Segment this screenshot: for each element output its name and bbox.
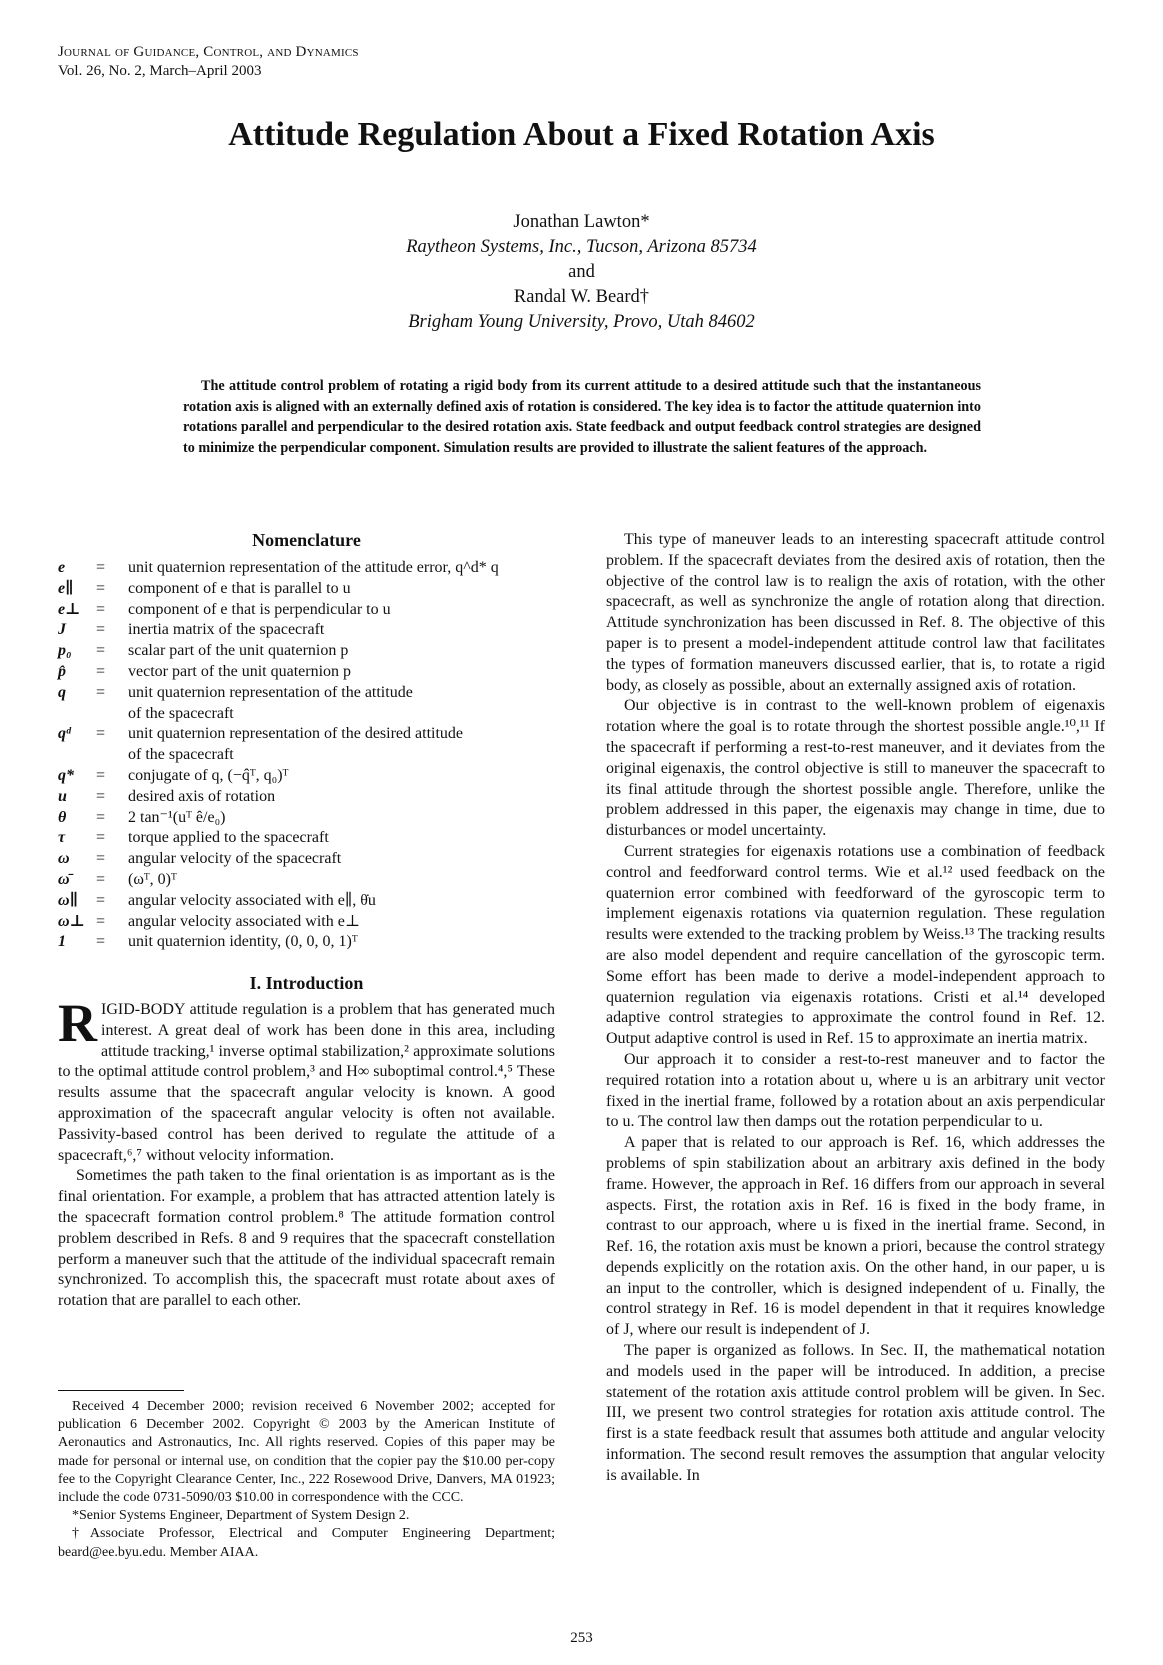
nomenclature-symbol <box>58 704 96 725</box>
intro-paragraph: RIGID-BODY attitude regulation is a problem that has generated much interest. A great deal of work has been done in this area, including attitude tracking,¹ inverse optimal stabilization,² approximate solutions to the optimal attitude control problem,³ and H∞ suboptimal control.⁴,⁵ These results assume that the spacecraft angular velocity is known. A good approximation of the spacecraft angular velocity is often not available. Passivity-based control has been derived to regulate the attitude of a spacecraft,⁶,⁷ without velocity information. <box>58 993 555 1164</box>
nomenclature-symbol: q* <box>58 766 74 784</box>
equals-sign: = <box>96 870 106 888</box>
equals-sign: = <box>96 642 106 660</box>
nomenclature-definition: component of e that is parallel to u <box>128 579 351 597</box>
nomenclature-definition: of the spacecraft <box>128 746 234 764</box>
nomenclature-definition: 2 tan⁻¹(uᵀ ê/e₀) <box>128 808 226 826</box>
footnote: *Senior Systems Engineer, Department of System Design 2. <box>72 1508 410 1524</box>
equals-sign: = <box>96 933 106 951</box>
nomenclature-entry <box>58 745 558 766</box>
nomenclature-entry <box>58 808 558 829</box>
nomenclature-definition: (ωᵀ, 0)ᵀ <box>128 870 177 888</box>
nomenclature-entry <box>58 662 558 683</box>
nomenclature-symbol: J <box>58 621 66 639</box>
equals-sign: = <box>96 787 106 805</box>
nomenclature-definition: unit quaternion identity, (0, 0, 0, 1)ᵀ <box>128 933 358 951</box>
footnote: †Associate Professor, Electrical and Computer Engineering Department; beard@ee.byu.edu. Member AIAA. <box>58 1526 555 1560</box>
equals-sign: = <box>96 766 106 784</box>
nomenclature-entry <box>58 849 558 870</box>
nomenclature-symbol: e <box>58 559 66 576</box>
journal-header <box>58 43 359 81</box>
equals-sign: = <box>96 600 106 618</box>
equals-sign: = <box>96 662 106 680</box>
body-paragraph: This type of maneuver leads to an interesting spacecraft attitude control problem. If the spacecraft deviates from the desired axis of rotation, then the objective of the control law is to realign the axis of rotation, with the other spacecraft, as well as synchronize the angle of rotation along that direction. Attitude synchronization has been discussed in Ref. 8. The objective of this paper is to present a model-independent attitude control law that facilitates the types of formation maneuvers discussed earlier, that is, to rotate a rigid body, as closely as possible, about an externally assigned axis of rotation. <box>606 531 1105 694</box>
nomenclature-entry <box>58 912 558 933</box>
nomenclature-symbol: e∥ <box>58 579 74 597</box>
nomenclature-entry <box>58 787 558 808</box>
nomenclature-entry <box>58 620 558 641</box>
body-paragraph: Our objective is in contrast to the well-known problem of eigenaxis rotation where the goal is to rotate through the shortest possible angle.¹⁰,¹¹ If the spacecraft if performing a rest-to-rest maneuver, and it deviates from the original eigenaxis, the control objective is still to maneuver the spacecraft to its final attitude through the shortest possible angle. Therefore, unlike the problem addressed in this paper, the eigenaxis may change in time, due to disturbances or model uncertainty. <box>606 697 1105 840</box>
paper-title: Attitude Regulation About a Fixed Rotation Axis <box>228 116 935 153</box>
abstract: The attitude control problem of rotating a rigid body from its current attitude to a desired attitude such that the instantaneous rotation axis is aligned with an externally defined axis of rotation is considered. The key idea is to factor the attitude quaternion into rotations parallel and perpendicular to the desired rotation axis. State feedback and output feedback control strategies are designed to minimize the perpendicular component. Simulation results are provided to illustrate the salient features of the approach. <box>183 378 981 456</box>
page-number: 253 <box>570 1630 593 1646</box>
nomenclature-symbol: ω <box>58 850 70 868</box>
nomenclature-definition: of the spacecraft <box>128 704 234 722</box>
equals-sign: = <box>96 683 106 701</box>
nomenclature-definition: angular velocity of the spacecraft <box>128 850 342 868</box>
nomenclature-symbol: 1 <box>58 933 66 951</box>
right-column-text <box>606 530 1105 1487</box>
footnote-rule <box>58 1390 184 1391</box>
nomenclature-definition: conjugate of q, (−q̂ᵀ, q₀)ᵀ <box>128 766 289 784</box>
equals-sign <box>96 704 128 725</box>
equals-sign: = <box>96 621 106 639</box>
journal-volume: Vol. 26, No. 2, March–April 2003 <box>58 63 262 79</box>
nomenclature-heading: Nomenclature <box>252 530 361 550</box>
equals-sign: = <box>96 559 106 576</box>
nomenclature-definition: unit quaternion representation of the attitude error, q^d* q <box>128 559 499 576</box>
nomenclature-definition: vector part of the unit quaternion p <box>128 662 352 680</box>
nomenclature-definition: unit quaternion representation of the attitude <box>128 683 413 701</box>
nomenclature-entry <box>58 932 558 953</box>
nomenclature-definition: inertia matrix of the spacecraft <box>128 621 325 639</box>
equals-sign: = <box>96 808 106 826</box>
nomenclature-entry <box>58 558 558 579</box>
author-name: Jonathan Lawton* <box>513 212 650 232</box>
nomenclature-definition: angular velocity associated with e⊥ <box>128 912 360 930</box>
nomenclature-symbol: q <box>58 683 66 701</box>
drop-cap: R <box>58 993 97 1053</box>
nomenclature-symbol: ω∥ <box>58 891 79 909</box>
introduction-body <box>58 993 555 1312</box>
nomenclature-symbol: u <box>58 787 67 805</box>
nomenclature-symbol: θ <box>58 808 67 826</box>
nomenclature-definition: torque applied to the spacecraft <box>128 829 329 847</box>
nomenclature-entry <box>58 600 558 621</box>
equals-sign: = <box>96 891 106 909</box>
equals-sign: = <box>96 725 106 743</box>
nomenclature-entry <box>58 766 558 787</box>
author-separator: and <box>568 262 595 282</box>
intro-paragraph: Sometimes the path taken to the final orientation is as important as is the final orientation. For example, a problem that has attracted attention lately is the spacecraft formation control problem.⁸ The attitude formation control problem described in Refs. 8 and 9 requires that the spacecraft constellation perform a maneuver such that the attitude of the individual spacecraft remain synchronized. To accomplish this, the spacecraft must rotate about axes of rotation that are parallel to each other. <box>58 1167 555 1310</box>
author-affiliation: Brigham Young University, Provo, Utah 84602 <box>408 312 755 332</box>
equals-sign: = <box>96 829 106 847</box>
author-name: Randal W. Beard† <box>513 287 650 307</box>
nomenclature-entry <box>58 828 558 849</box>
journal-name: Journal of Guidance, Control, and Dynamics <box>58 44 359 60</box>
nomenclature-symbol: τ <box>58 829 66 847</box>
nomenclature-symbol: p₀ <box>58 642 72 660</box>
equals-sign: = <box>96 912 106 930</box>
author-block <box>0 210 1163 335</box>
footnote: Received 4 December 2000; revision received 6 November 2002; accepted for publication 6 December 2002. Copyright © 2003 by the American Institute of Aeronautics and Astronautics, Inc. All rights reserved. Copies of this paper may be made for personal or internal use, on condition that the copier pay the $10.00 per-copy fee to the Copyright Clearance Center, Inc., 222 Rosewood Drive, Danvers, MA 01923; include the code 0731-5090/03 $10.00 in correspondence with the CCC. <box>58 1399 555 1506</box>
body-paragraph: Our approach it to consider a rest-to-rest maneuver and to factor the required rotation into a rotation about u, where u is an arbitrary unit vector fixed in the inertial frame, followed by a rotation about an axis perpendicular to u. The control law then damps out the rotation perpendicular to u. <box>606 1050 1105 1131</box>
equals-sign <box>96 745 128 766</box>
nomenclature-symbol: ω̄ <box>58 870 70 888</box>
nomenclature-entry <box>58 704 558 725</box>
nomenclature-definition: angular velocity associated with e∥, θ̇u <box>128 891 376 909</box>
nomenclature-entry <box>58 683 558 704</box>
equals-sign: = <box>96 579 106 597</box>
nomenclature-entry <box>58 870 558 891</box>
nomenclature-symbol: qᵈ <box>58 725 71 743</box>
footnotes <box>58 1398 555 1562</box>
nomenclature-entry <box>58 641 558 662</box>
body-paragraph: The paper is organized as follows. In Sec. II, the mathematical notation and models used in the paper will be introduced. In addition, a precise statement of the rotation axis attitude control problem will be given. In Sec. III, we present two control strategies for rotation axis attitude control. The first is a state feedback result that assumes both attitude and angular velocity information. The second result removes the assumption that angular velocity is available. In <box>606 1342 1105 1484</box>
nomenclature-entry <box>58 724 558 745</box>
equals-sign: = <box>96 850 106 868</box>
nomenclature-definition: unit quaternion representation of the desired attitude <box>128 725 463 743</box>
body-paragraph: Current strategies for eigenaxis rotations use a combination of feedback control and feedforward control terms. Wie et al.¹² used feedback on the quaternion error combined with feedforward of the gyroscopic term to implement eigenaxis rotations via quaternion regulation. These regulation results were extended to the tracking problem by Weiss.¹³ The tracking results are also model dependent and require cancellation of the gyroscopic term. Some effort has been made to derive a model-independent approach to quaternion regulation via eigenaxis rotations. Cristi et al.¹⁴ developed adaptive control strategies to approximate the control found in Ref. 12. Output adaptive control is used in Ref. 15 to approximate an inertia matrix. <box>606 842 1105 1048</box>
nomenclature-entry <box>58 579 558 600</box>
introduction-heading: I. Introduction <box>249 973 364 993</box>
nomenclature-symbol: ω⊥ <box>58 912 85 930</box>
nomenclature-symbol <box>58 745 96 766</box>
nomenclature-symbol: e⊥ <box>58 600 81 618</box>
nomenclature-list <box>58 558 558 953</box>
nomenclature-entry <box>58 891 558 912</box>
nomenclature-definition: component of e that is perpendicular to u <box>128 600 391 618</box>
author-affiliation: Raytheon Systems, Inc., Tucson, Arizona 85734 <box>406 237 757 257</box>
nomenclature-definition: desired axis of rotation <box>128 787 276 805</box>
body-paragraph: A paper that is related to our approach is Ref. 16, which addresses the problems of spin stabilization about an arbitrary axis defined in the body frame. However, the approach in Ref. 16 differs from our approach in several aspects. First, the rotation axis in Ref. 16 is fixed in the body frame, in contrast to our approach, where u is fixed in the inertial frame. Second, in Ref. 16, the rotation axis must be known a priori, because the control strategy depends explicitly on the rotation axis. On the other hand, in our paper, u is an input to the controller, which is designed independent of u. Finally, the control strategy in Ref. 16 is model dependent in that it requires knowledge of J, where our result is independent of J. <box>606 1134 1105 1339</box>
nomenclature-definition: scalar part of the unit quaternion p <box>128 642 349 660</box>
nomenclature-symbol: p̂ <box>58 662 66 680</box>
